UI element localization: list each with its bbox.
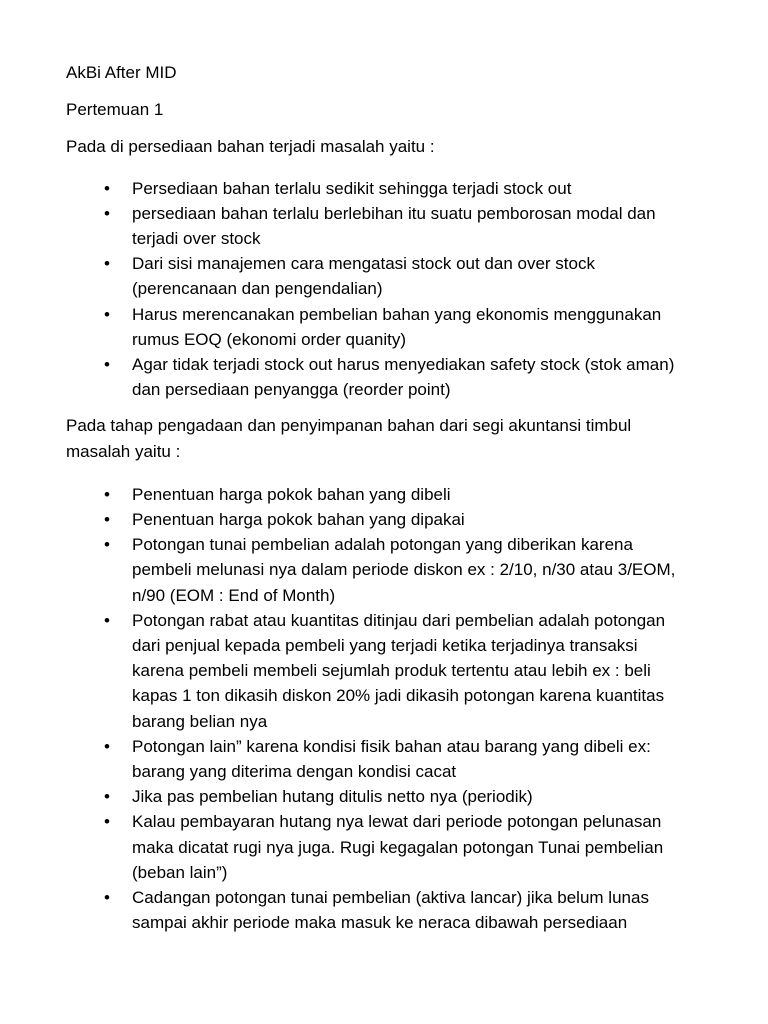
list-item-text: Persediaan bahan terlalu sedikit sehingga terjadi stock out xyxy=(132,178,572,198)
list-item-text: Agar tidak terjadi stock out harus menyediakan safety stock (stok aman) dan persediaan penyangga (reorder point) xyxy=(132,355,675,400)
section1-bullet-list xyxy=(66,176,686,403)
bullet-icon xyxy=(100,482,114,507)
bullet-icon xyxy=(100,734,114,759)
list-item-text: Penentuan harga pokok bahan yang dibeli xyxy=(132,484,451,504)
document-body xyxy=(66,60,686,947)
bullet-icon xyxy=(100,352,114,377)
bullet-icon xyxy=(100,809,114,834)
list-item-text: Harus merencanakan pembelian bahan yang ekonomis menggunakan rumus EOQ (ekonomi order quanity) xyxy=(132,304,662,349)
list-item-text: Potongan lain” karena kondisi fisik bahan atau barang yang dibeli ex: barang yang diterima dengan kondisi cacat xyxy=(132,736,651,782)
list-item xyxy=(66,482,686,507)
list-item-text: Kalau pembayaran hutang nya lewat dari periode potongan pelunasan maka dicatat rugi nya juga. Rugi kegagalan potongan Tunai pembelian (beban lain”) xyxy=(132,812,664,882)
list-item xyxy=(66,532,686,608)
list-item xyxy=(66,784,686,809)
list-item-text: Potongan tunai pembelian adalah potongan yang diberikan karena pembeli melunasi nya dalam periode diskon ex : 2/10, n/30 atau 3/EOM, n/90 (EOM : End of Month) xyxy=(132,535,676,605)
document-subtitle: Pertemuan 1 xyxy=(66,100,164,120)
list-item xyxy=(66,201,686,251)
bullet-icon xyxy=(100,784,114,809)
bullet-icon xyxy=(100,507,114,532)
list-item-text: Cadangan potongan tunai pembelian (aktiva lancar) jika belum lunas sampai akhir periode maka masuk ke neraca dibawah persediaan xyxy=(132,888,649,933)
list-item-text: Dari sisi manajemen cara mengatasi stock out dan over stock (perencanaan dan pengendalian) xyxy=(132,254,595,299)
list-item xyxy=(66,251,686,301)
bullet-icon xyxy=(100,176,114,201)
bullet-icon xyxy=(100,608,114,633)
document-title: AkBi After MID xyxy=(66,63,177,82)
section1-intro: Pada di persediaan bahan terjadi masalah yaitu : xyxy=(66,137,435,157)
list-item-text: Potongan rabat atau kuantitas ditinjau dari pembelian adalah potongan dari penjual kepada pembeli yang terjadi ketika terjadinya transaksi karena pembeli membeli sejumlah produk tertentu atau lebih ex : beli kapas 1 ton dikasih diskon 20% jadi dikasih potongan karena kuantitas barang belian nya xyxy=(132,610,666,731)
list-item xyxy=(66,608,686,734)
list-item xyxy=(66,302,686,352)
list-item-text: Penentuan harga pokok bahan yang dipakai xyxy=(132,510,465,530)
list-item xyxy=(66,176,686,201)
list-item xyxy=(66,885,686,935)
bullet-icon xyxy=(100,302,114,327)
list-item xyxy=(66,734,686,784)
list-item-text: Jika pas pembelian hutang ditulis netto nya (periodik) xyxy=(132,787,533,807)
list-item xyxy=(66,352,686,402)
bullet-icon xyxy=(100,251,114,276)
bullet-icon xyxy=(100,532,114,557)
list-item xyxy=(66,809,686,885)
list-item-text: persediaan bahan terlalu berlebihan itu suatu pemborosan modal dan terjadi over stock xyxy=(132,203,656,249)
list-item xyxy=(66,507,686,532)
bullet-icon xyxy=(100,201,114,226)
bullet-icon xyxy=(100,885,114,910)
section2-intro: Pada tahap pengadaan dan penyimpanan bahan dari segi akuntansi timbul masalah yaitu : xyxy=(66,416,632,461)
section2-bullet-list xyxy=(66,482,686,936)
